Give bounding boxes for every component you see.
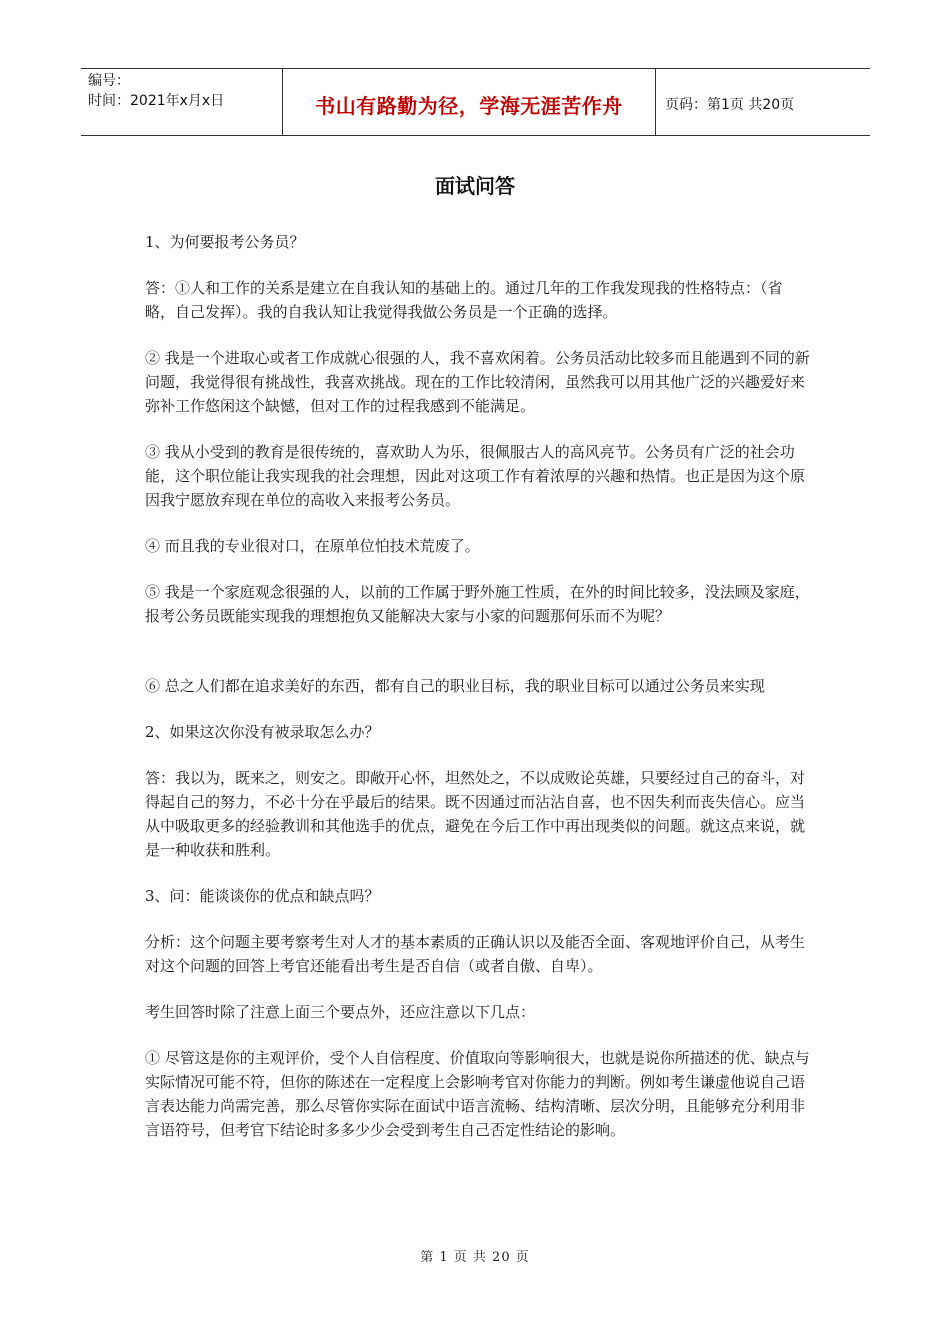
header-motto: 书山有路勤为径，学海无涯苦作舟 [315,93,623,118]
paragraph: ③ 我从小受到的教育是很传统的，喜欢助人为乐，很佩服古人的高风亮节。公务员有广泛的社会功能，这个职位能让我实现我的社会理想，因此对这项工作有着浓厚的兴趣和热情。也正是因为这个原因我宁愿放弃现在单位的高收入来报考公务员。 [145,443,806,509]
page-footer: 第 1 页 共 20 页 [420,1250,530,1265]
header-page-info-cell [656,69,870,135]
paragraph: 答：①人和工作的关系是建立在自我认知的基础上的。通过几年的工作我发现我的性格特点：（省略，自己发挥）。我的自我认知让我觉得我做公务员是一个正确的选择。 [145,279,783,321]
document-header [81,68,870,136]
header-number-label: 编号： [88,73,130,89]
paragraph: 3、问：能谈谈你的优点和缺点吗？ [145,887,380,905]
paragraph: 分析：这个问题主要考察考生对人才的基本素质的正确认识以及能否全面、客观地评价自己，从考生对这个问题的回答上考官还能看出考生是否自信（或者自傲、自卑）。 [145,933,806,975]
paragraph: 答：我以为，既来之，则安之。即敞开心怀，坦然处之，不以成败论英雄，只要经过自己的奋斗，对得起自己的努力，不必十分在乎最后的结果。既不因通过而沾沾自喜，也不因失利而丧失信心。应当从中吸取更多的经验教训和其他选手的优点，避免在今后工作中再出现类似的问题。就这点来说，就是一种收获和胜利。 [145,769,806,859]
paragraph: 考生回答时除了注意上面三个要点外，还应注意以下几点： [145,1003,536,1021]
paragraph: ④ 而且我的专业很对口，在原单位怕技术荒废了。 [145,537,480,555]
paragraph: ⑤ 我是一个家庭观念很强的人，以前的工作属于野外施工性质，在外的时间比较多，没法顾及家庭，报考公务员既能实现我的理想抱负又能解决大家与小家的问题那何乐而不为呢？ [145,583,810,625]
page-title: 面试问答 [435,174,515,198]
header-time-label: 时间：2021年x月x日 [88,93,225,109]
paragraph: 2、如果这次你没有被录取怎么办？ [145,723,380,741]
document-body [145,230,810,1164]
paragraph: ② 我是一个进取心或者工作成就心很强的人，我不喜欢闲着。公务员活动比较多而且能遇到不同的新问题，我觉得很有挑战性，我喜欢挑战。现在的工作比较清闲，虽然我可以用其他广泛的兴趣爱好来弥补工作悠闲这个缺憾，但对工作的过程我感到不能满足。 [145,349,810,415]
header-motto-cell [282,69,656,135]
paragraph: 1、为何要报考公务员？ [145,233,305,251]
paragraph: ⑥ 总之人们都在追求美好的东西，都有自己的职业目标，我的职业目标可以通过公务员来实现 [145,677,765,695]
paragraph: ① 尽管这是你的主观评价，受个人自信程度、价值取向等影响很大，也就是说你所描述的优、缺点与实际情况可能不符，但你的陈述在一定程度上会影响考官对你能力的判断。例如考生谦虚他说自己语言表达能力尚需完善，那么尽管你实际在面试中语言流畅、结构清晰、层次分明，且能够充分利用非言语符号，但考官下结论时多多少少会受到考生自己否定性结论的影响。 [145,1049,810,1139]
header-meta [81,69,282,135]
header-page-info: 页码：第1页 共20页 [665,97,795,113]
